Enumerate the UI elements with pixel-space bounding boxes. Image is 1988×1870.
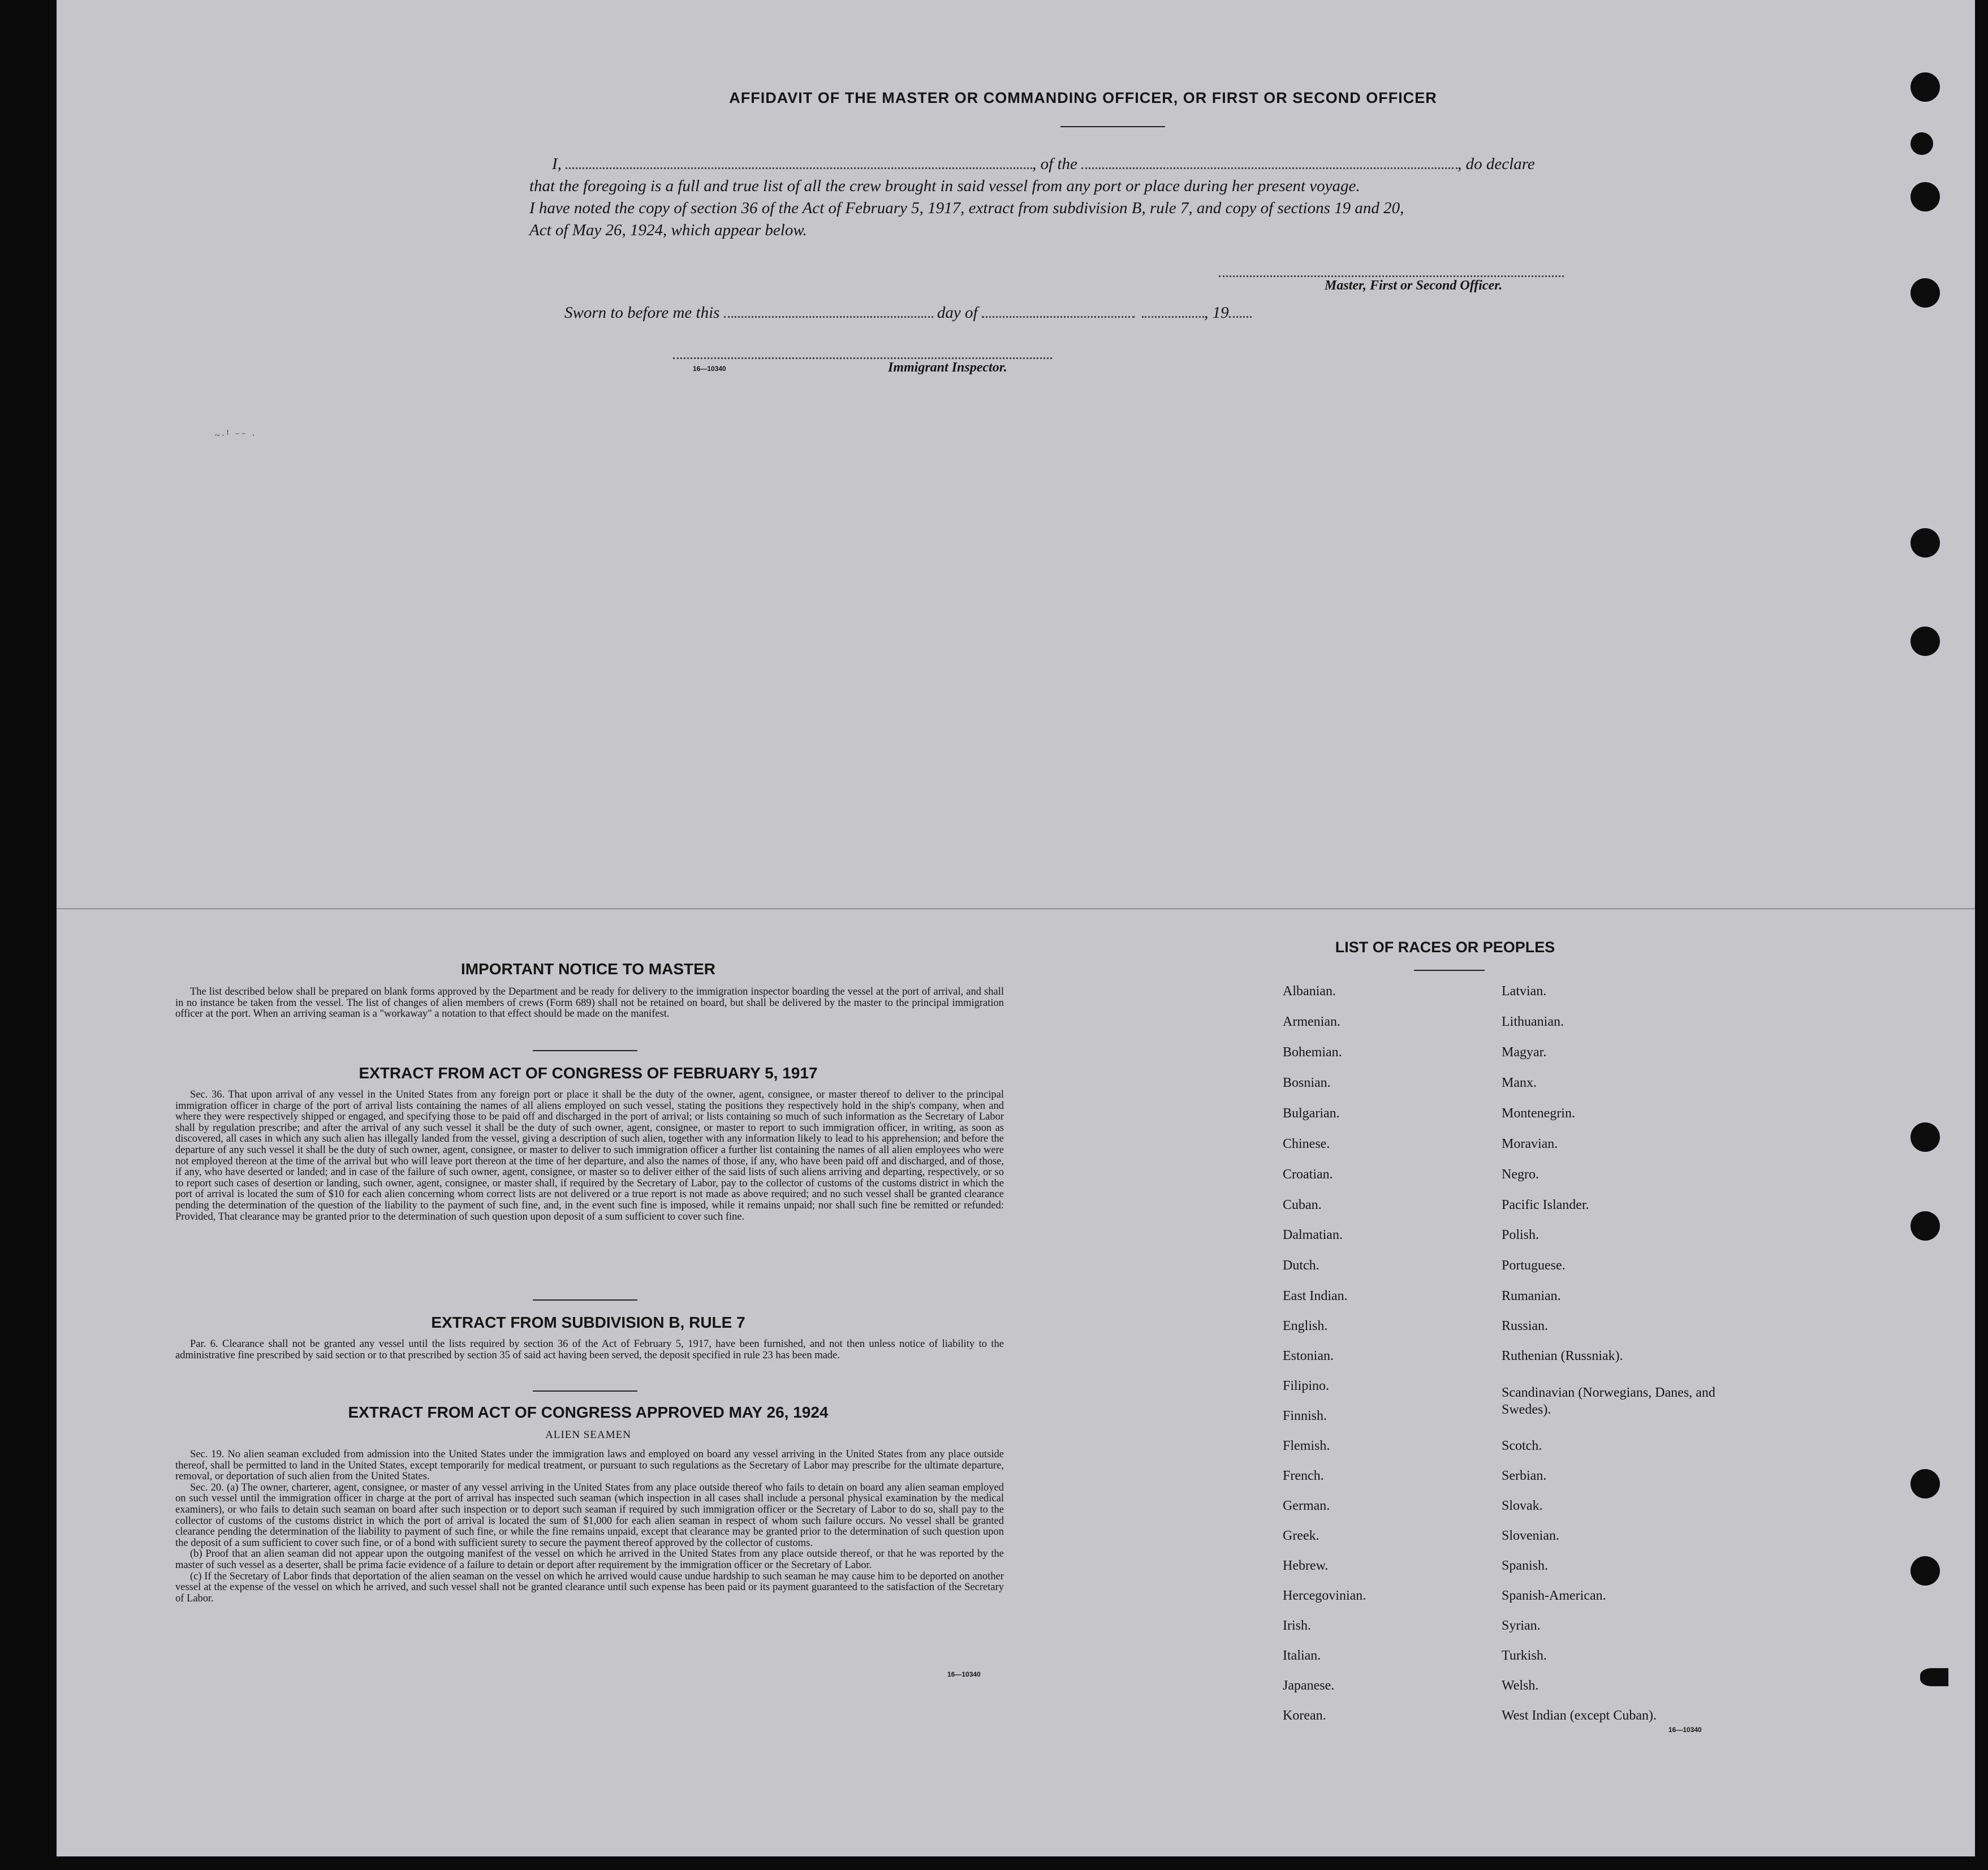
sworn-month-blank[interactable] [982, 301, 1135, 318]
extract-1917-text [175, 1090, 1004, 1223]
race-montenegrin: Montenegrin. [1502, 1106, 1575, 1121]
race-slovak: Slovak. [1502, 1498, 1543, 1513]
fold-line [57, 908, 1975, 909]
extract-1917-title: EXTRACT FROM ACT OF CONGRESS OF FEBRUARY 5, 1917 [359, 1064, 818, 1082]
races-title: LIST OF RACES OR PEOPLES [1335, 939, 1555, 956]
race-german: German. [1283, 1498, 1330, 1513]
master-signature-label: Master, First or Second Officer. [1325, 278, 1503, 293]
race-italian: Italian. [1283, 1648, 1321, 1663]
title-rule [1060, 126, 1165, 127]
stamp-smudge: ~·ꜝ ⁻⁻ · [215, 431, 257, 440]
race-serbian: Serbian. [1502, 1469, 1547, 1483]
race-dalmatian: Dalmatian. [1283, 1228, 1343, 1242]
race-english: English. [1283, 1319, 1328, 1333]
race-bosnian: Bosnian. [1283, 1076, 1331, 1090]
race-west-indian: West Indian (except Cuban). [1502, 1708, 1657, 1723]
race-irish: Irish. [1283, 1618, 1311, 1633]
name-blank[interactable] [566, 153, 1032, 169]
race-armenian: Armenian. [1283, 1014, 1340, 1029]
extract-form-number: 16—10340 [947, 1670, 981, 1678]
race-albanian: Albanian. [1283, 984, 1336, 999]
race-bulgarian: Bulgarian. [1283, 1106, 1340, 1121]
punch-hole [1911, 278, 1940, 308]
race-east-indian: East Indian. [1283, 1289, 1348, 1303]
race-polish: Polish. [1502, 1228, 1539, 1242]
sworn-line [564, 301, 1252, 322]
punch-hole [1911, 1211, 1940, 1241]
punch-hole [1911, 627, 1940, 656]
sworn-day-blank[interactable] [724, 301, 933, 318]
punch-hole [1911, 1556, 1940, 1586]
extract-1924-text [175, 1449, 1004, 1604]
rule7-text [175, 1339, 1004, 1361]
races-form-number: 16—10340 [1668, 1726, 1702, 1734]
notice-text [175, 987, 1004, 1020]
extract-1917-rule [533, 1299, 637, 1301]
race-croatian: Croatian. [1283, 1167, 1333, 1182]
race-negro: Negro. [1502, 1167, 1539, 1182]
race-magyar: Magyar. [1502, 1045, 1547, 1060]
race-cuban: Cuban. [1283, 1198, 1322, 1212]
affidavit-line-3: I have noted the copy of section 36 of the Act of February 5, 1917, extract from subdivision B, rule 7, and copy of sections 19 and 20, [529, 199, 1404, 217]
race-bohemian: Bohemian. [1283, 1045, 1342, 1060]
master-signature-line[interactable] [1219, 275, 1564, 277]
document-page [57, 0, 1975, 1856]
notice-paragraph: The list described below shall be prepared on blank forms approved by the Department and be ready for delivery to the immigration inspector boarding the vessel at the port of arrival, and shall in no instance be taken from the vessel. The list of changes of alien members of crews (Form 689) shall not be retained on board, but shall be delivered by the master to the principal immigration officer at the port. When an arriving seaman is a "workaway" a notation to that effect should be made on the manifest. [175, 986, 1004, 1020]
affidavit-line-1 [529, 153, 1677, 175]
par-6-paragraph: Par. 6. Clearance shall not be granted any vessel until the lists required by section 36 of the Act of February 5, 1917, have been furnished, and not then unless notice of liability to the administrative fine prescribed by said section or to that prescribed by section 35 of said act having been served, the deposit specified in rule 23 has been made. [175, 1338, 1004, 1361]
race-japanese: Japanese. [1283, 1678, 1335, 1693]
race-slovenian: Slovenian. [1502, 1528, 1559, 1543]
race-scotch: Scotch. [1502, 1439, 1542, 1453]
punch-hole [1911, 1122, 1940, 1152]
punch-hole [1911, 132, 1933, 155]
notice-title: IMPORTANT NOTICE TO MASTER [460, 960, 716, 978]
race-spanish-american: Spanish-American. [1502, 1588, 1606, 1603]
race-finnish: Finnish. [1283, 1409, 1327, 1423]
alien-seamen-subtitle: ALIEN SEAMEN [545, 1429, 631, 1441]
race-moravian: Moravian. [1502, 1137, 1558, 1151]
extract-1924-title: EXTRACT FROM ACT OF CONGRESS APPROVED MAY 26, 1924 [348, 1403, 829, 1421]
rule7-title: EXTRACT FROM SUBDIVISION B, RULE 7 [431, 1314, 745, 1331]
torn-edge [1920, 1668, 1948, 1686]
race-lithuanian: Lithuanian. [1502, 1014, 1564, 1029]
affidavit-form-number: 16—10340 [693, 365, 726, 373]
race-turkish: Turkish. [1502, 1648, 1547, 1663]
sec-20c-paragraph: (c) If the Secretary of Labor finds that deportation of the alien seaman on the vessel on which he arrived would cause undue hardship to such seaman he may cause him to be deported on another vessel at the expense of the vessel on which he arrived, and such vessel shall not be granted clearance until such expense has been paid or its payment guaranteed to the satisfaction of the Secretary of Labor. [175, 1570, 1004, 1604]
race-ruthenian: Ruthenian (Russniak). [1502, 1349, 1623, 1363]
affidavit-do-declare: , do declare [1457, 155, 1535, 173]
inspector-label: Immigrant Inspector. [888, 360, 1007, 375]
race-chinese: Chinese. [1283, 1137, 1330, 1151]
sec-20b-paragraph: (b) Proof that an alien seaman did not appear upon the outgoing manifest of the vessel on which he arrived in the United States from any place outside thereof, or that he was reported by the master of such vessel as a deserter, shall be prima facie evidence of a failure to detain or deport after requirement by the immigration officer or the Secretary of Labor. [175, 1548, 1004, 1571]
race-french: French. [1283, 1469, 1324, 1483]
inspector-signature-line[interactable] [673, 357, 1052, 359]
sworn-year-blank[interactable] [1229, 301, 1252, 318]
races-rule [1414, 970, 1485, 971]
race-manx: Manx. [1502, 1076, 1537, 1090]
race-russian: Russian. [1502, 1319, 1549, 1333]
race-estonian: Estonian. [1283, 1349, 1334, 1363]
sworn-month-blank-2[interactable] [1142, 301, 1204, 318]
punch-hole [1911, 182, 1940, 211]
race-greek: Greek. [1283, 1528, 1319, 1543]
race-dutch: Dutch. [1283, 1258, 1319, 1273]
race-flemish: Flemish. [1283, 1439, 1330, 1453]
race-pacific-islander: Pacific Islander. [1502, 1198, 1589, 1212]
race-rumanian: Rumanian. [1502, 1289, 1561, 1303]
affidavit-of-the: , of the [1032, 155, 1077, 173]
sworn-day-of: day of [937, 304, 978, 322]
race-korean: Korean. [1283, 1708, 1326, 1723]
race-hercegovinian: Hercegovinian. [1283, 1588, 1366, 1603]
affidavit-line-4: Act of May 26, 1924, which appear below. [529, 221, 807, 239]
race-latvian: Latvian. [1502, 984, 1547, 999]
race-filipino: Filipino. [1283, 1379, 1330, 1393]
vessel-blank[interactable] [1081, 153, 1457, 169]
race-welsh: Welsh. [1502, 1678, 1539, 1693]
race-spanish: Spanish. [1502, 1558, 1549, 1573]
race-scandinavian: Scandinavian (Norwegians, Danes, and Swedes). [1502, 1385, 1715, 1417]
race-portuguese: Portuguese. [1502, 1258, 1566, 1273]
sec-19-paragraph: Sec. 19. No alien seaman excluded from admission into the United States under the immigration laws and employed on board any vessel arriving in the United States from any place outside thereof, shall be permitted to land in the United States, except temporarily for medical treatment, or pursuant to such regulations as the Secretary of Labor may prescribe for the ultimate departure, removal, or deportation of such alien from the United States. [175, 1449, 1004, 1483]
affidavit-body [529, 153, 1677, 241]
notice-rule [533, 1050, 637, 1051]
sworn-prefix: Sworn to before me this [564, 304, 720, 322]
race-hebrew: Hebrew. [1283, 1558, 1329, 1573]
punch-hole [1911, 1469, 1940, 1498]
affidavit-title: AFFIDAVIT OF THE MASTER OR COMMANDING OFFICER, OR FIRST OR SECOND OFFICER [729, 89, 1437, 106]
sec-36-paragraph: Sec. 36. That upon arrival of any vessel in the United States from any foreign port or place it shall be the duty of the owner, agent, consignee, or master thereof to deliver to the principal immigration officer in charge of the port of arrival lists containing the names of all aliens employed on such vessel, stating the positions they respectively hold in the ship's company, when and where they were respectively shipped or engaged, and specifying those to be paid off and discharged in the port of arrival; or lists containing so much of such information as the Secretary of Labor shall by regulation prescribe; and after the arrival of any such vessel it shall be the duty of such owner, agent, consignee, or master to report to such immigration officer, in writing, as soon as discovered, all cases in which any such alien has illegally landed from the vessel, giving a description of such alien, together with any information likely to lead to his apprehension; and before the departure of any such vessel it shall be the duty of such owner, agent, consignee, or master to deliver to such immigration officer a further list containing the names of all alien employees who were not employed thereon at the time of the arrival but who will leave port thereon at the time of her departure, and also the names of those, if any, who have been paid off and discharged, and of those, if any, who have deserted or landed; and in case of the failure of such owner, agent, consignee, or master so to deliver either of the said lists of such aliens arriving and departing, respectively, or so to report such cases of desertion or landing, such owner, agent, consignee, or master shall, if required by the Secretary of Labor, pay to the collector of customs of the customs district in which the port of arrival is located the sum of $10 for each alien concerning whom correct lists are not delivered or a true report is not made as above required; and no such vessel shall be granted clearance pending the determination of the question of the liability to the payment of such fine, and, in the event such fine is imposed, while it remains unpaid; nor shall such fine be remitted or refunded: Provided, That clearance may be granted prior to the determination of such question upon deposit of a sum sufficient to cover such fine. [175, 1089, 1004, 1223]
affidavit-i-prefix: I, [552, 155, 562, 173]
rule7-rule [533, 1390, 637, 1392]
affidavit-line-2: that the foregoing is a full and true list of all the crew brought in said vessel from any port or place during her present voyage. [529, 177, 1360, 195]
punch-hole [1911, 528, 1940, 558]
race-syrian: Syrian. [1502, 1618, 1541, 1633]
sec-20a-paragraph: Sec. 20. (a) The owner, charterer, agent, consignee, or master of any vessel arriving in the United States from any place outside thereof who fails to detain on board any alien seaman employed on such vessel until the immigration officer in charge at the port of arrival has inspected such seaman (which inspection in all cases shall include a personal physical examination by the medical examiners), or who fails to detain such seaman on board after such inspection or to deport such seaman if required by such immigration officer or the Secretary of Labor to do so, shall pay to the collector of customs of the customs district in which the port of arrival is located the sum of $1,000 for each alien seaman in respect of whom such failure occurs. No vessel shall be granted clearance pending the determination of the liability to payment of such fine, or while the fine remains unpaid, except that clearance may be granted prior to the determination of such question upon the deposit of a sum sufficient to cover such fine, or of a bond with sufficient surety to secure the payment thereof approved by the collector of customs. [175, 1482, 1004, 1549]
sworn-year-prefix: , 19 [1204, 304, 1229, 322]
punch-hole [1911, 72, 1940, 102]
